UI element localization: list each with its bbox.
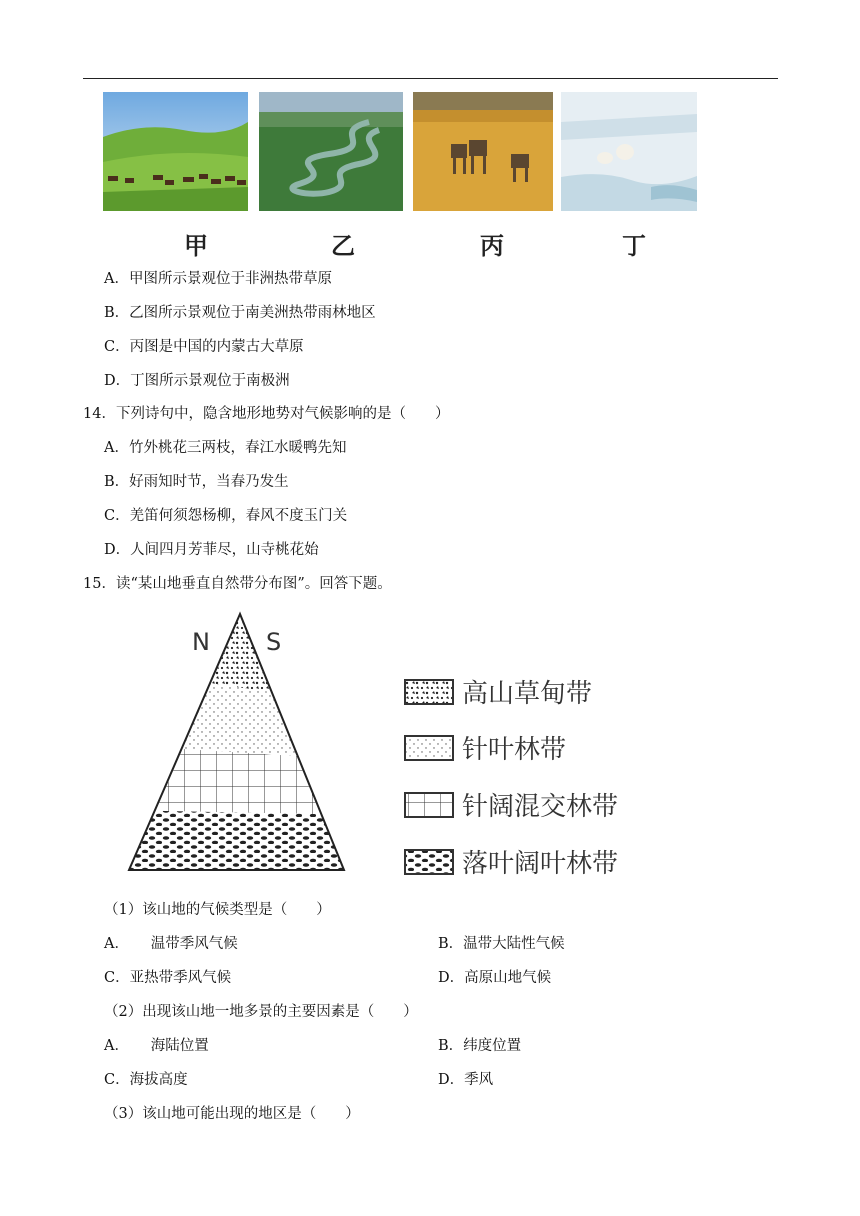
q15-sub3-stem: （3）该山地可能出现的地区是（ ） — [104, 1106, 360, 1122]
q13-option-b: B．乙图所示景观位于南美洲热带雨林地区 — [104, 305, 376, 321]
q15-stem: 15．读“某山地垂直自然带分布图”。回答下题。 — [83, 576, 392, 592]
savanna-animals-photo — [413, 92, 553, 211]
mountain-zonation-diagram — [120, 610, 660, 880]
legend-label-deciduous: 落叶阔叶林带 — [462, 849, 619, 879]
q15-sub2-option-d: D．季风 — [438, 1072, 494, 1088]
q15-sub2-option-b: B．纬度位置 — [438, 1038, 522, 1054]
legend-label-mixed: 针阔混交林带 — [462, 792, 619, 822]
legend-label-meadow: 高山草甸带 — [462, 679, 593, 709]
photo-caption-bing: 丙 — [480, 232, 504, 260]
q15-sub2-option-a: A． 海陆位置 — [104, 1038, 209, 1054]
legend-label-conifer: 针叶林带 — [462, 735, 567, 765]
legend-swatch-mixed — [405, 793, 453, 817]
q13-option-c: C．丙图是中国的内蒙古大草原 — [104, 339, 304, 355]
q15-sub2-stem: （2）出现该山地一地多景的主要因素是（ ） — [104, 1004, 418, 1020]
south-label: S — [266, 628, 282, 656]
rainforest-river-photo — [259, 92, 403, 211]
mixed-forest-zone — [120, 745, 360, 815]
legend-swatch-conifer — [405, 736, 453, 760]
photo-caption-yi: 乙 — [331, 232, 355, 260]
legend-swatch-meadow — [405, 680, 453, 704]
q15-sub1-option-d: D．高原山地气候 — [438, 970, 552, 986]
q15-sub2-option-c: C．海拔高度 — [104, 1072, 188, 1088]
q13-option-d: D．丁图所示景观位于南极洲 — [104, 373, 290, 389]
north-label: N — [192, 628, 210, 656]
legend-swatch-deciduous — [405, 850, 453, 874]
q14-option-d: D．人间四月芳菲尽，山寺桃花始 — [104, 542, 319, 558]
q13-option-a: A．甲图所示景观位于非洲热带草原 — [104, 271, 332, 287]
q15-sub1-option-c: C．亚热带季风气候 — [104, 970, 232, 986]
grassland-horses-photo — [103, 92, 248, 211]
q15-sub1-option-a: A． 温带季风气候 — [104, 936, 238, 952]
header-rule — [83, 78, 778, 79]
q14-option-c: C．羌笛何须怨杨柳，春风不度玉门关 — [104, 508, 348, 524]
q14-option-a: A．竹外桃花三两枝，春江水暖鸭先知 — [104, 440, 347, 456]
polar-bears-ice-photo — [561, 92, 697, 211]
photo-caption-jia: 甲 — [184, 232, 208, 260]
q15-sub1-option-b: B．温带大陆性气候 — [438, 936, 565, 952]
q14-option-b: B．好雨知时节，当春乃发生 — [104, 474, 289, 490]
q14-stem: 14．下列诗句中，隐含地形地势对气候影响的是（ ） — [83, 406, 450, 422]
photo-caption-ding: 丁 — [622, 232, 646, 260]
q15-sub1-stem: （1）该山地的气候类型是（ ） — [104, 902, 331, 918]
